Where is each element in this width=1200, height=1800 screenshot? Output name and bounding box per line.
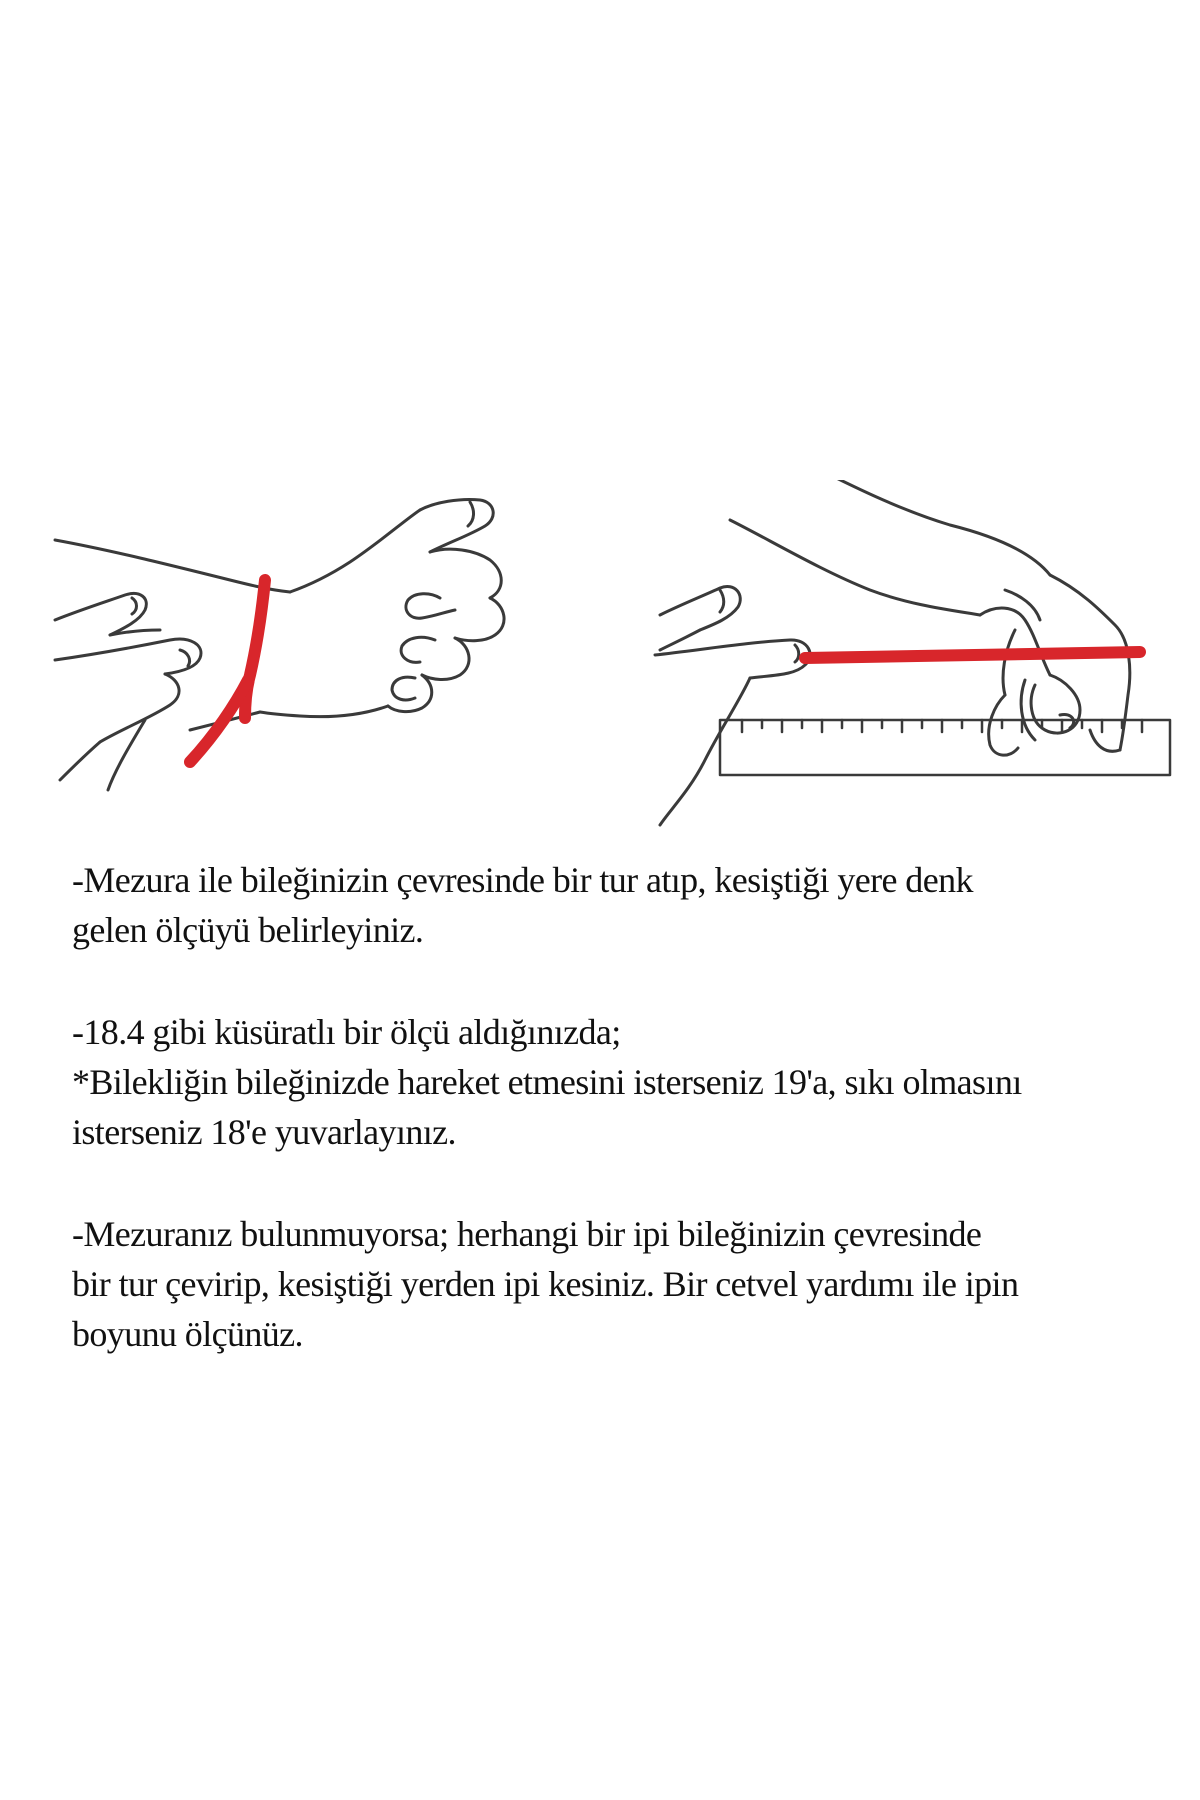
instruction-step-3 [72, 1209, 1132, 1359]
tape-on-wrist [190, 580, 265, 762]
instructions [72, 855, 1132, 1411]
text-line: -18.4 gibi küsüratlı bir ölçü aldığınızda; [72, 1012, 621, 1052]
string-on-ruler [805, 652, 1140, 658]
text-line: -Mezura ile bileğinizin çevresinde bir tur atıp, kesiştiği yere denk [72, 860, 973, 900]
measurement-illustrations [50, 480, 1180, 840]
text-line: *Bilekliğin bileğinizde hareket etmesini isterseniz 19'a, sıkı olmasını [72, 1062, 1022, 1102]
illustration-svg [50, 480, 1180, 840]
instruction-step-2 [72, 1007, 1132, 1157]
text-line: bir tur çevirip, kesiştiği yerden ipi kesiniz. Bir cetvel yardımı ile ipin [72, 1264, 1019, 1304]
text-line: gelen ölçüyü belirleyiniz. [72, 910, 424, 950]
instruction-step-1 [72, 855, 1132, 955]
text-line: -Mezuranız bulunmuyorsa; herhangi bir ipi bileğinizin çevresinde [72, 1214, 982, 1254]
text-line: boyunu ölçünüz. [72, 1314, 303, 1354]
hand-measuring-wrist-icon [55, 499, 504, 790]
text-line: isterseniz 18'e yuvarlayınız. [72, 1112, 456, 1152]
